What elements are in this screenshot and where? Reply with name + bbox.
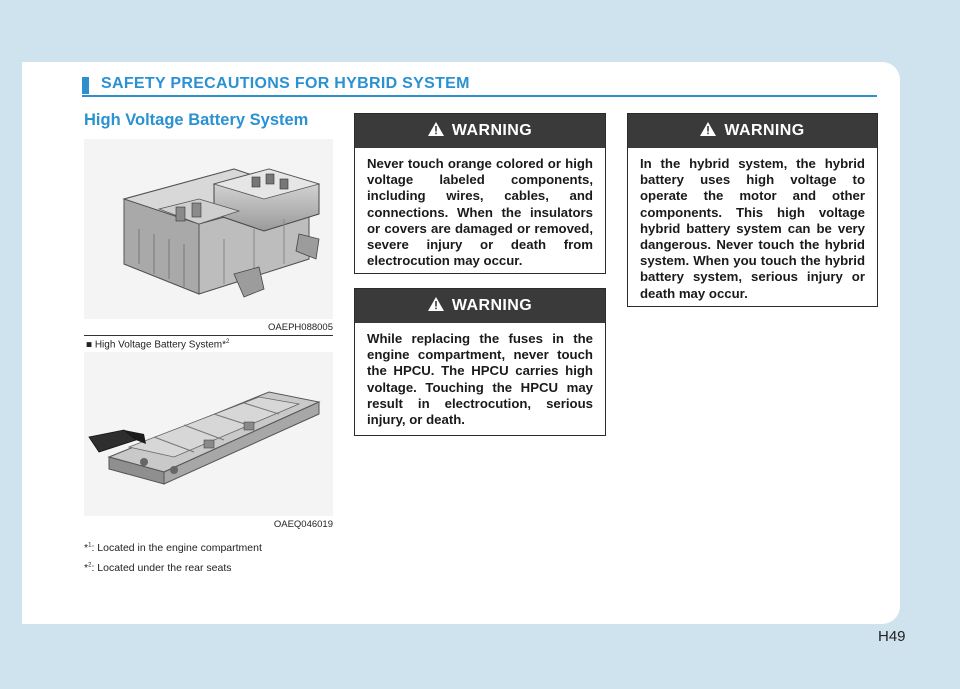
page-heading: High Voltage Battery System	[84, 111, 309, 129]
footnote-mark: *	[84, 542, 89, 554]
footnote-sup: 2	[88, 562, 92, 569]
battery-illustration	[84, 352, 333, 516]
figure-code-hpcu: OAEPH088005	[268, 322, 333, 333]
warning-label: WARNING	[724, 122, 805, 139]
hpcu-illustration	[84, 139, 333, 319]
warning-text: In the hybrid system, the hybrid battery uses high voltage to operate the motor and other components. This high voltage hybrid battery system can be very dangerous. Never touch the hybrid system. When you touch the hybrid battery system, serious injury or death may occur.	[640, 156, 865, 301]
figure-code-battery: OAEQ046019	[273, 519, 333, 530]
warning-box-1	[354, 113, 606, 274]
caption-text: High Voltage Battery System*	[94, 339, 227, 351]
warning-header	[355, 289, 605, 323]
caption-sup: 2	[226, 339, 230, 345]
warning-box-2	[354, 288, 606, 436]
hpcu-image	[84, 139, 333, 319]
footnote-mark: *	[84, 562, 89, 574]
warning-header	[355, 114, 605, 148]
page-number: H49	[878, 628, 906, 645]
footnote-text: : Located under the rear seats	[91, 562, 232, 574]
warning-box-3	[627, 113, 878, 307]
warning-text: While replacing the fuses in the engine compartment, never touch the HPCU. The HPCU carries high voltage. Touching the HPCU may result in electrocution, serious injury, or death.	[367, 331, 593, 428]
warning-triangle-icon	[428, 297, 444, 316]
footnote-2	[84, 562, 232, 574]
section-tick	[82, 77, 89, 94]
warning-text: Never touch orange colored or high voltage labeled components, including wires, cables, and connections. When the insulators or covers are damaged or removed, severe injury or death from electrocution may occur.	[367, 156, 593, 269]
battery-image	[84, 352, 333, 516]
section-header	[82, 75, 877, 97]
figure-caption-battery	[86, 339, 229, 350]
footnote-text: : Located in the engine compartment	[91, 542, 262, 554]
footnote-1	[84, 542, 262, 554]
bullet-square: ■	[86, 339, 93, 351]
warning-header	[628, 114, 877, 148]
warning-label: WARNING	[451, 297, 533, 314]
warning-triangle-icon	[700, 122, 716, 141]
footnote-sup: 1	[88, 542, 92, 549]
warning-triangle-icon	[428, 122, 444, 141]
warning-label: WARNING	[451, 122, 533, 139]
section-title: SAFETY PRECAUTIONS FOR HYBRID SYSTEM	[101, 75, 470, 92]
figure-divider	[84, 335, 333, 336]
